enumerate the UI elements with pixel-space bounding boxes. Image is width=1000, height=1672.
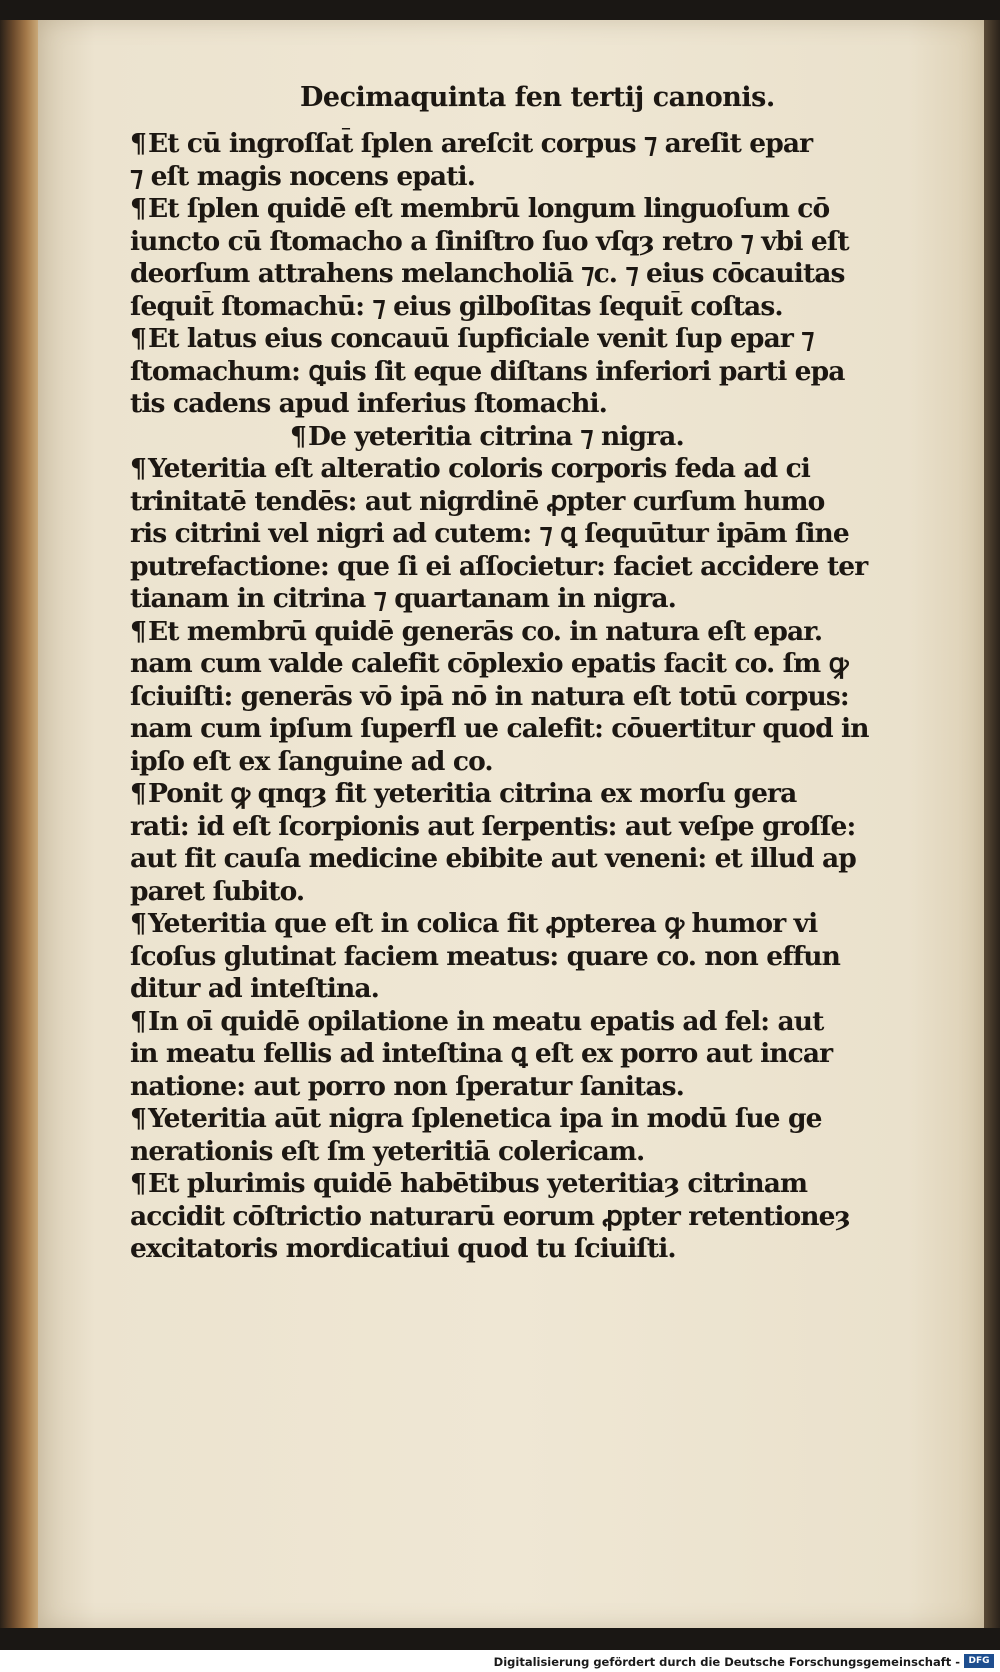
book-spine-edge bbox=[0, 20, 38, 1628]
running-head: Decimaquinta fen tertij canonis. bbox=[300, 82, 775, 113]
text-line: tis cadens apud inferius ſtomachi. bbox=[130, 388, 607, 419]
text-line: ¶Et membrū quidē generās co. in natura eſt epar. bbox=[130, 615, 823, 647]
text-line: ¶Et ſplen quidē eſt membrū longum linguoſum cō bbox=[130, 193, 830, 224]
paragraph-mark-icon: ¶ bbox=[130, 908, 146, 939]
dfg-logo-icon: DFG bbox=[964, 1654, 994, 1668]
text-line: natione: aut porro non ſperatur ſanitas. bbox=[130, 1070, 685, 1102]
text-line: rati: id eſt ſcorpionis aut ſerpentis: aut veſpe groſſe: bbox=[130, 810, 856, 842]
funding-credit: Digitalisierung gefördert durch die Deutsche Forschungsgemeinschaft - bbox=[493, 1655, 960, 1669]
text-line: ⁊ eſt magis nocens epati. bbox=[130, 160, 476, 192]
paragraph-mark-icon: ¶ bbox=[130, 1005, 146, 1037]
text-line: nam cum valde calefit cōplexio epatis facit co. ſm ꝙ bbox=[130, 648, 848, 679]
text-line: ¶Et latus eius concauū ſupficiale venit ſup epar ⁊ bbox=[130, 323, 814, 354]
text-line: ¶In oī quidē opilatione in meatu epatis ad fel: aut bbox=[130, 1005, 824, 1037]
text-line: nam cum ipſum ſuperfl ue calefit: cōuertitur quod in bbox=[130, 713, 869, 744]
text-line: iuncto cū ſtomacho a ſiniſtro ſuo vſqȝ retro ⁊ vbi eſt bbox=[130, 225, 849, 257]
text-line: trinitatē tendēs: aut nigrdinē ꝓpter curſum humo bbox=[130, 485, 825, 517]
text-line: ipſo eſt ex ſanguine ad co. bbox=[130, 745, 493, 777]
paragraph-mark-icon: ¶ bbox=[130, 778, 146, 809]
text-line: ¶Ponit ꝙ qnqȝ fit yeteritia citrina ex morſu gera bbox=[130, 778, 797, 809]
text-line: ¶Yeteritia eſt alteratio coloris corporis feda ad ci bbox=[130, 453, 810, 484]
paragraph-mark-icon: ¶ bbox=[130, 1168, 146, 1199]
text-line: putrefactione: que ſi ei aſſocietur: faciet accidere ter bbox=[130, 550, 868, 582]
text-line: ¶Yeteritia aūt nigra ſplenetica ipa in modū ſue ge bbox=[130, 1103, 822, 1134]
text-line: aut fit cauſa medicine ebibite aut veneni: et illud ap bbox=[130, 843, 856, 874]
text-line: nerationis eſt ſm yeteritiā colericam. bbox=[130, 1135, 645, 1167]
text-line: ditur ad inteſtina. bbox=[130, 973, 379, 1004]
text-line: ſequit̄ ſtomachū: ⁊ eius gilboſitas ſequit̄ coſtas. bbox=[130, 290, 783, 322]
paragraph-mark-icon: ¶ bbox=[130, 453, 146, 484]
text-line: deorſum attrahens melancholiā ⁊c. ⁊ eius cōcauitas bbox=[130, 258, 845, 289]
paragraph-mark-icon: ¶ bbox=[130, 323, 146, 354]
text-line: excitatoris mordicatiui quod tu ſciuiſti. bbox=[130, 1233, 676, 1264]
text-line: in meatu fellis ad inteſtina ꝗ eſt ex porro aut incar bbox=[130, 1038, 833, 1069]
text-line: ris citrini vel nigri ad cutem: ⁊ ꝗ ſequūtur ipām ſine bbox=[130, 518, 849, 549]
paragraph-mark-icon: ¶ bbox=[130, 615, 146, 647]
book-fore-edge bbox=[984, 20, 1000, 1628]
text-line: paret ſubito. bbox=[130, 875, 305, 907]
text-line: ſtomachum: ꝗuis ſit eque diſtans inferiori parti epa bbox=[130, 355, 845, 387]
text-block bbox=[130, 128, 910, 1266]
text-line: ſcoſus glutinat faciem meatus: quare co. non effun bbox=[130, 940, 840, 972]
text-line: ſciuiſti: generās vō ipā nō in natura eſt totū corpus: bbox=[130, 680, 849, 712]
paragraph-mark-icon: ¶ bbox=[130, 128, 146, 159]
text-line: ¶Yeteritia que eſt in colica fit ꝓpterea ꝙ humor vi bbox=[130, 908, 818, 939]
text-line: ¶Et plurimis quidē habētibus yeteritiaȝ citrinam bbox=[130, 1168, 808, 1199]
text-line: accidit cōſtrictio naturarū eorum ꝓpter retentioneȝ bbox=[130, 1200, 850, 1232]
paragraph-mark-icon: ¶ bbox=[130, 193, 146, 224]
paragraph-mark-icon: ¶ bbox=[290, 420, 306, 452]
text-line: tianam in citrina ⁊ quartanam in nigra. bbox=[130, 583, 676, 614]
text-line: ¶Et cū ingroſſat̄ ſplen areſcit corpus ⁊ areſit epar bbox=[130, 128, 813, 159]
section-heading: ¶De yeteritia citrina ⁊ nigra. bbox=[290, 420, 684, 452]
paragraph-mark-icon: ¶ bbox=[130, 1103, 146, 1134]
